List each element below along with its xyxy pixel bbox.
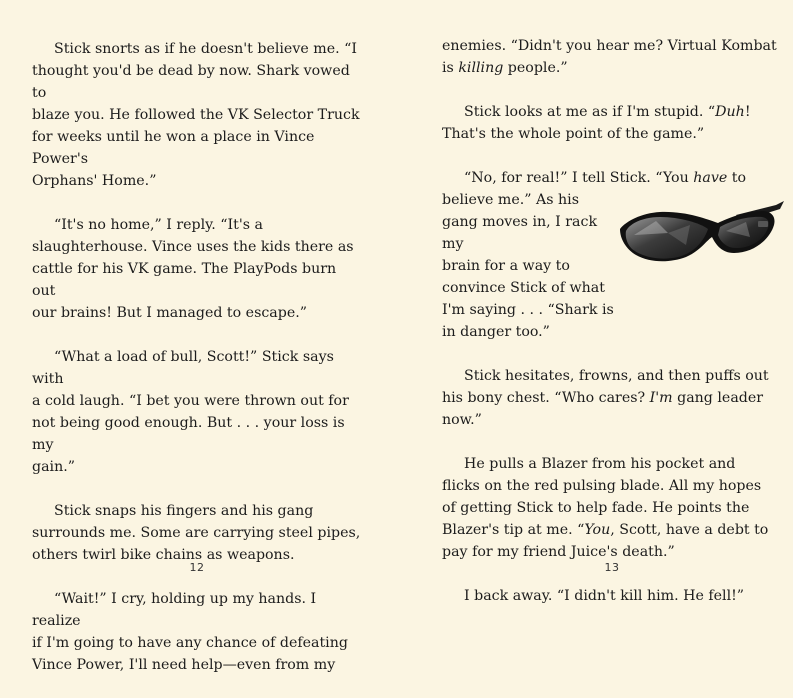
paragraph: [442, 365, 782, 431]
page-number-left: 12: [189, 561, 205, 574]
paragraph: [442, 101, 782, 145]
text-run: He pulls a Blazer from his pocket and flicks on the red pulsing blade. All my hopes of getting Stick to help fade. He points the Blazer's tip at me. “: [442, 456, 762, 538]
text-run: Stick hesitates, frowns, and then puffs out his bony chest. “Who cares?: [442, 368, 769, 406]
right-page: [442, 0, 782, 604]
text-run: to believe me.” As his gang moves in, I rack my brain for a way to convince Stick of what I'm saying . . . “Shark is in danger too.”: [442, 170, 747, 340]
text-run: ! That's the whole point of the game.”: [442, 104, 751, 142]
emphasis: I'm: [649, 390, 673, 406]
sunglasses-icon: [616, 191, 788, 267]
text-run: people.”: [503, 60, 568, 76]
paragraph: [442, 453, 782, 563]
right-page-text: [442, 35, 782, 629]
emphasis: killing: [458, 60, 504, 76]
page-number-right: 13: [604, 561, 620, 574]
paragraph: “It's no home,” I reply. “It's a slaughterhouse. Vince uses the kids there as cattle for his VK game. The PlayPods burn out our brains! But I managed to escape.”: [32, 217, 354, 321]
emphasis: have: [693, 170, 728, 186]
paragraph: I back away. “I didn't kill him. He fell!”: [464, 588, 745, 604]
paragraph: [442, 35, 782, 79]
text-run: enemies. “Didn't you hear me? Virtual Kombat is: [442, 38, 777, 76]
paragraph: [442, 167, 782, 343]
paragraph: Stick snorts as if he doesn't believe me. “I thought you'd be dead by now. Shark vowed to blaze you. He followed the VK Selector Truck for weeks until he won a place in Vince Power's Orphans' Home.”: [32, 41, 360, 189]
text-run: “No, for real!” I tell Stick. “You: [464, 170, 694, 186]
emphasis: Duh: [715, 104, 745, 120]
left-page: [32, 0, 362, 673]
paragraph: “Wait!” I cry, holding up my hands. I realize if I'm going to have any chance of defeating Vince Power, I'll need help—even from my: [32, 591, 348, 673]
left-page-text: [32, 38, 362, 698]
emphasis: You: [584, 522, 611, 538]
paragraph: “What a load of bull, Scott!” Stick says with a cold laugh. “I bet you were thrown out for not being good enough. But . . . your loss is my gain.”: [32, 349, 349, 475]
paragraph: Stick snaps his fingers and his gang surrounds me. Some are carrying steel pipes, others twirl bike chains as weapons.: [32, 503, 361, 563]
text-run: Stick looks at me as if I'm stupid. “: [464, 104, 716, 120]
text-run: gang leader now.”: [442, 390, 764, 428]
text-run: , Scott, have a debt to pay for my friend Juice's death.”: [442, 522, 769, 560]
